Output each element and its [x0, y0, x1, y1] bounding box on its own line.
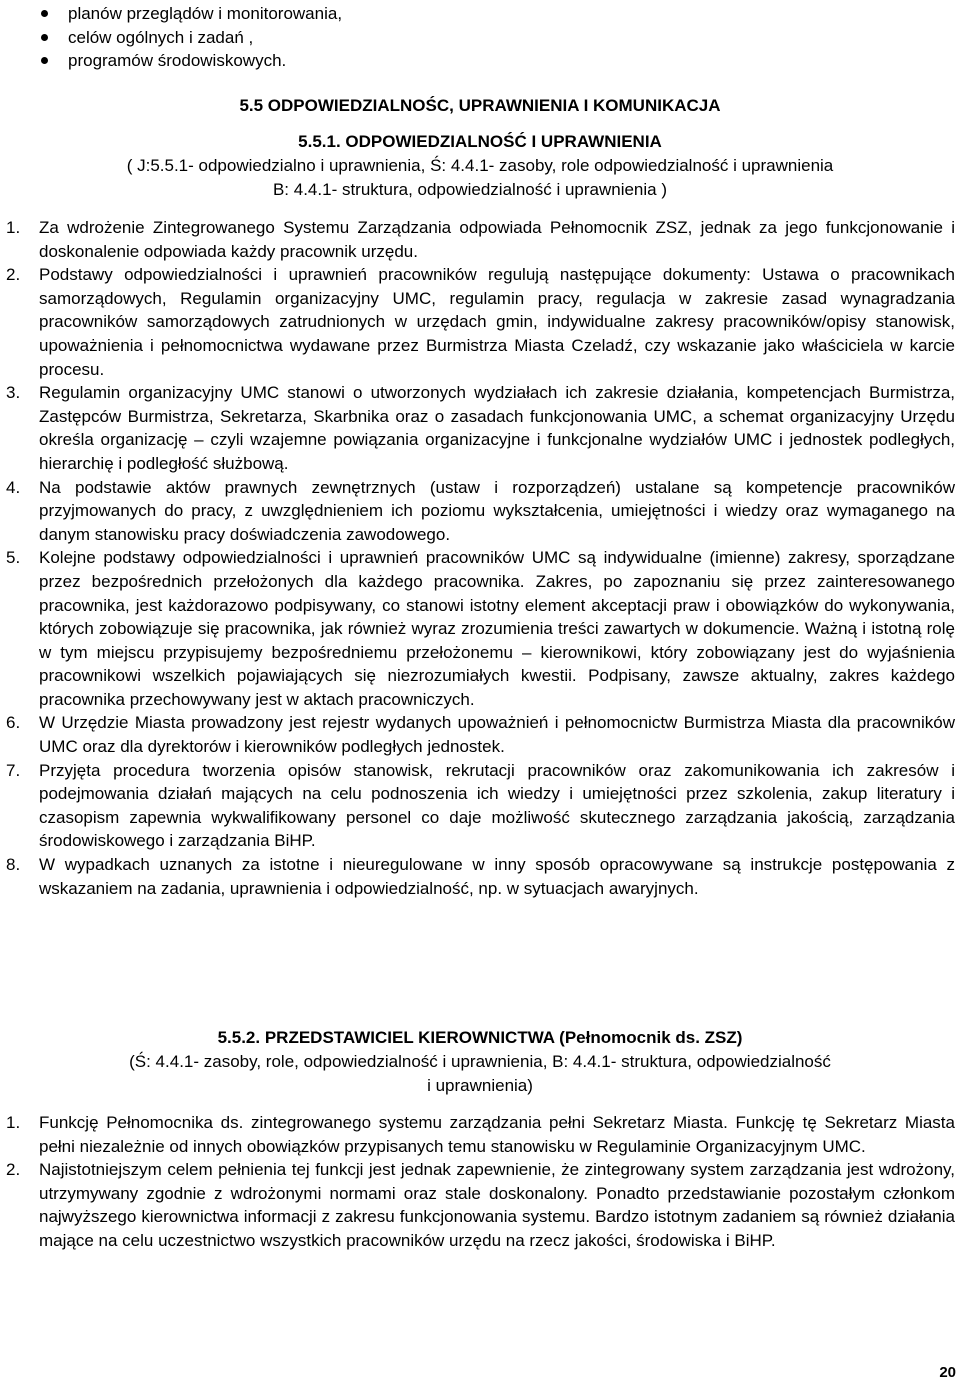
- page-number: 20: [939, 1364, 956, 1381]
- list-item: [0, 216, 960, 263]
- bullet-item: celów ogólnych i zadań ,: [40, 26, 342, 50]
- bullet-item: planów przeglądów i monitorowania,: [40, 2, 342, 26]
- item-text: Regulamin organizacyjny UMC stanowi o utworzonych wydziałach ich zakresie działania, kompetencjach Burmistrza, Zastępców Burmistrza, Sekretarza, Skarbnika oraz o zasadach funkcjonowania UMC, a schemat organizacyjny Urzędu określa organizację – czyli wzajemne powiązania organizacyjne i funkcjonalne wydziałów UMC i jednostek podległych, hierarchię i podległość służbową.: [39, 383, 955, 473]
- list-item: [0, 711, 960, 758]
- list-item: [0, 1158, 960, 1252]
- item-number: 4.: [6, 477, 21, 497]
- item-text: Podstawy odpowiedzialności i uprawnień pracowników regulują następujące dokumenty: Ustawa o pracownikach samorządowych, Regulamin organizacyjny UMC, regulamin pracy, regulacja w zakresie zasad wynagradzania pracowników samorządowych zatrudnionych w urzędach gmin, indywidualne zakresy pracowników/opisy stanowisk, upoważnienia i pełnomocnictwa wydawane przez Burmistrza Miasta Czeladź, czy wskazanie jako właściciela w karcie procesu.: [39, 265, 955, 379]
- item-number: 1.: [6, 1113, 21, 1132]
- list-item: [0, 476, 960, 547]
- item-text: W wypadkach uznanych za istotne i nieuregulowane w inny sposób opracowywane są instrukcje postępowania z wskazaniem na zadania, uprawnienia i odpowiedzialność, np. w sytuacjach awaryjnych.: [39, 855, 955, 898]
- item-number: 2.: [6, 1160, 21, 1180]
- subsection-2-title-text: 5.5.2. PRZEDSTAWICIEL KIEROWNICTWA (Pełnomocnik ds. ZSZ): [217, 1028, 743, 1047]
- item-text: Przyjęta procedura tworzenia opisów stanowisk, rekrutacji pracowników oraz zakomunikowania ich zakresów i podejmowania działań mających na celu podnoszenia ich wiedzy i umiejętności przez szkolenia, zakup literatury i czasopism zapewnia wykwalifikowany personel co daje możliwość skutecznego zarządzania jakością, zarządzania środowiskowego i zarządzania BiHP.: [39, 760, 955, 851]
- item-text: Funkcję Pełnomocnika ds. zintegrowanego systemu zarządzania pełni Sekretarz Miasta. Funkcję tę Sekretarz Miasta pełni niezależnie od innych obowiązków przypisanych temu stanowisku w Regulaminie Organizacyjnym UMC.: [39, 1113, 955, 1156]
- list-item: [0, 759, 960, 853]
- list-item: [0, 381, 960, 475]
- item-text: Za wdrożenie Zintegrowanego Systemu Zarządzania odpowiada Pełnomocnik ZSZ, jednak za jego funkcjonowanie i doskonalenie odpowiada każdy pracownik urzędu.: [39, 218, 955, 261]
- item-text: Najistotniejszym celem pełnienia tej funkcji jest jednak zapewnienie, że zintegrowany system zarządzania jest wdrożony, utrzymywany zgodnie z wdrożonymi normami oraz stale doskonalony. Ponadto przedstawianie pozostałym członkom najwyższego kierownictwa informacji z zakresu funkcjonowania systemu. Bardzo istotnym zadaniem są również działania mające na celu uczestnictwo wszystkich pracowników urzędu na rzecz jakości, środowiska i BiHP.: [39, 1160, 955, 1250]
- list-item: [0, 853, 960, 900]
- list-item: [0, 546, 960, 711]
- item-number: 5.: [6, 548, 21, 568]
- list-item: [0, 263, 960, 381]
- section-title: 5.5 ODPOWIEDZIALNOŚC, UPRAWNIENIA I KOMUNIKACJA: [239, 96, 721, 115]
- item-number: 3.: [6, 383, 21, 403]
- item-number: 6.: [6, 713, 21, 733]
- subsection-2-ref-line-1: (Ś: 4.4.1- zasoby, role, odpowiedzialność i uprawnienia, B: 4.4.1- struktura, odpowiedzialność: [129, 1052, 831, 1071]
- subsection-1-list: [0, 216, 960, 900]
- subsection-2-title: [0, 1026, 960, 1050]
- item-number: 2.: [6, 265, 21, 285]
- subsection-1-ref-line-1: ( J:5.5.1- odpowiedzialno i uprawnienia, Ś: 4.4.1- zasoby, role odpowiedzialność i uprawnienia: [126, 156, 834, 175]
- item-number: 8.: [6, 855, 21, 875]
- subsection-1-title-text: 5.5.1. ODPOWIEDZIALNOŚĆ I UPRAWNIENIA: [298, 132, 662, 151]
- subsection-1-ref-line-2: B: 4.4.1- struktura, odpowiedzialność i uprawnienia ): [272, 180, 668, 199]
- subsection-2-ref-line-2: i uprawnienia): [427, 1076, 533, 1095]
- item-text: Na podstawie aktów prawnych zewnętrznych (ustaw i rozporządzeń) ustalane są kompetencje pracowników przyjmowanych do pracy, z uwzględnieniem ich poziomu wykształcenia, umiejętności i wiedzy oraz wymaganego na danym stanowisku pracy doświadczenia zawodowego.: [39, 477, 955, 544]
- bullet-list: [40, 2, 342, 73]
- subsection-2-list: [0, 1111, 960, 1253]
- subsection-1-title: [0, 130, 960, 154]
- item-text: Kolejne podstawy odpowiedzialności i uprawnień pracowników UMC są indywidualne (imienne) zakresy, sporządzane przez bezpośrednich przełożonych dla każdego pracownika. Zakres, po zapoznaniu się przez zainteresowanego pracownika, jest każdorazowo podpisywany, co stanowi istotny element akceptacji praw i obowiązków do wykonywania, których zobowiązuje się pracownika, jak również wyraz zrozumienia treści zawartych w dokumencie. Ważną i istotną rolę w tym miejscu przypisujemy bezpośredniemu przełożonemu – kierownikowi, który zobowiązany jest do wyjaśnienia pracownikowi wszelkich pojawiających się niezrozumiałych kwestii. Podpisany, zawsze aktualny, zakres każdego pracownika przechowywany jest w aktach pracowniczych.: [39, 548, 955, 709]
- item-text: W Urzędzie Miasta prowadzony jest rejestr wydanych upoważnień i pełnomocnictw Burmistrza Miasta dla pracowników UMC oraz dla dyrektorów i kierowników podległych jednostek.: [39, 713, 955, 757]
- item-number: 7.: [6, 760, 21, 780]
- bullet-item: programów środowiskowych.: [40, 49, 342, 73]
- item-number: 1.: [6, 218, 21, 237]
- list-item: [0, 1111, 960, 1158]
